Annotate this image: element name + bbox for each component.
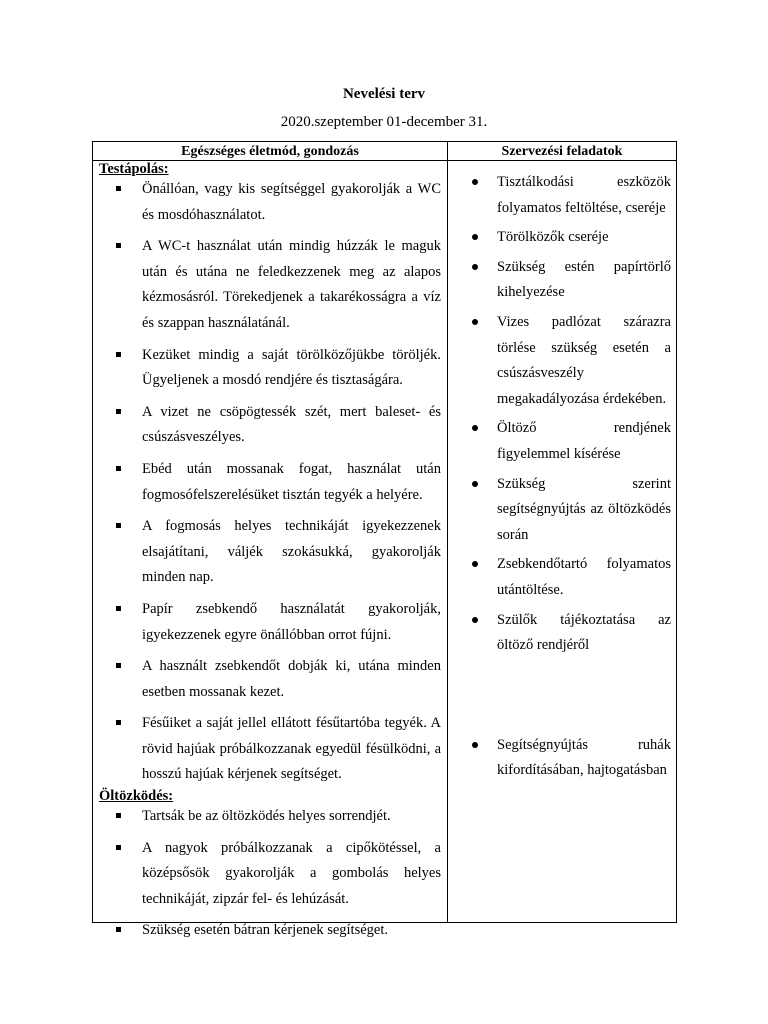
square-bullet-icon bbox=[116, 466, 121, 471]
dressing-list bbox=[99, 804, 441, 944]
square-bullet-icon bbox=[116, 606, 121, 611]
round-bullet-icon bbox=[472, 179, 478, 185]
section-title-dressing: Öltözködés: bbox=[99, 788, 174, 805]
list-item: Szükség esetén bátran kérjenek segítséget. bbox=[99, 918, 441, 944]
round-bullet-icon bbox=[472, 264, 478, 270]
organization-list-2 bbox=[459, 733, 671, 784]
list-item: Segítségnyújtás ruhák kifordításában, hajtogatásban bbox=[459, 733, 671, 784]
list-item: Kezüket mindig a saját törölközőjükbe töröljék. Ügyeljenek a mosdó rendjére és tisztaságára. bbox=[99, 343, 441, 394]
square-bullet-icon bbox=[116, 523, 121, 528]
square-bullet-icon bbox=[116, 243, 121, 248]
square-bullet-icon bbox=[116, 927, 121, 932]
list-item: A vizet ne csöpögtessék szét, mert baleset- és csúszásveszélyes. bbox=[99, 400, 441, 451]
column-divider bbox=[447, 142, 448, 922]
list-item: A WC-t használat után mindig húzzák le maguk után és utána ne feledkezzenek meg az alapos kézmosásról. Törekedjenek a takarékosságra a víz és szappan használatánál. bbox=[99, 234, 441, 336]
document-subtitle: 2020.szeptember 01-december 31. bbox=[280, 114, 488, 130]
list-item: Szülők tájékoztatása az öltöző rendjéről bbox=[459, 608, 671, 659]
square-bullet-icon bbox=[116, 813, 121, 818]
organization-column bbox=[459, 170, 671, 784]
list-item: A fogmosás helyes technikáját igyekezzenek elsajátítani, váljék szokásukká, gyakorolják minden nap. bbox=[99, 514, 441, 591]
list-item: Zsebkendőtartó folyamatos utántöltése. bbox=[459, 552, 671, 603]
square-bullet-icon bbox=[116, 845, 121, 850]
health-column bbox=[99, 161, 441, 944]
list-item: Ebéd után mossanak fogat, használat után fogmosófelszerelésüket tisztán tegyék a helyére. bbox=[99, 457, 441, 508]
list-item: Fésűiket a saját jellel ellátott fésűtartóba tegyék. A rövid hajúak próbálkozzanak egyedül fésülködni, a hosszú hajúak kérjenek segítséget. bbox=[99, 711, 441, 788]
list-item: A használt zsebkendőt dobják ki, utána minden esetben mossanak kezet. bbox=[99, 654, 441, 705]
list-item: Papír zsebkendő használatát gyakorolják, igyekezzenek egyre önállóbban orrot fújni. bbox=[99, 597, 441, 648]
list-item: Önállóan, vagy kis segítséggel gyakorolják a WC és mosdóhasználatot. bbox=[99, 177, 441, 228]
organization-list bbox=[459, 170, 671, 659]
square-bullet-icon bbox=[116, 352, 121, 357]
list-item: Szükség szerint segítségnyújtás az öltözködés során bbox=[459, 472, 671, 549]
round-bullet-icon bbox=[472, 617, 478, 623]
header-organization: Szervezési feladatok bbox=[501, 144, 623, 159]
round-bullet-icon bbox=[472, 425, 478, 431]
square-bullet-icon bbox=[116, 186, 121, 191]
section-title-hygiene: Testápolás: bbox=[99, 161, 169, 177]
list-item: Tisztálkodási eszközök folyamatos feltöltése, cseréje bbox=[459, 170, 671, 221]
square-bullet-icon bbox=[116, 663, 121, 668]
round-bullet-icon bbox=[472, 742, 478, 748]
list-item: A nagyok próbálkozzanak a cipőkötéssel, a középsősök gyakorolják a gombolás helyes technikáját, zipzár fel- és lehúzását. bbox=[99, 836, 441, 913]
square-bullet-icon bbox=[116, 409, 121, 414]
list-item: Vizes padlózat szárazra törlése szükség esetén a csúszásveszély megakadályozása érdekében. bbox=[459, 310, 671, 412]
list-item: Öltöző rendjének figyelemmel kísérése bbox=[459, 416, 671, 467]
list-item: Tartsák be az öltözködés helyes sorrendjét. bbox=[99, 804, 441, 830]
round-bullet-icon bbox=[472, 561, 478, 567]
round-bullet-icon bbox=[472, 234, 478, 240]
plan-table bbox=[92, 141, 677, 939]
round-bullet-icon bbox=[472, 481, 478, 487]
list-item: Törölközők cseréje bbox=[459, 225, 671, 251]
round-bullet-icon bbox=[472, 319, 478, 325]
square-bullet-icon bbox=[116, 720, 121, 725]
document-title: Nevelési terv bbox=[342, 86, 426, 102]
header-health: Egészséges életmód, gondozás bbox=[181, 144, 359, 159]
hygiene-list bbox=[99, 177, 441, 788]
list-item: Szükség estén papírtörlő kihelyezése bbox=[459, 255, 671, 306]
spacer bbox=[459, 659, 671, 733]
